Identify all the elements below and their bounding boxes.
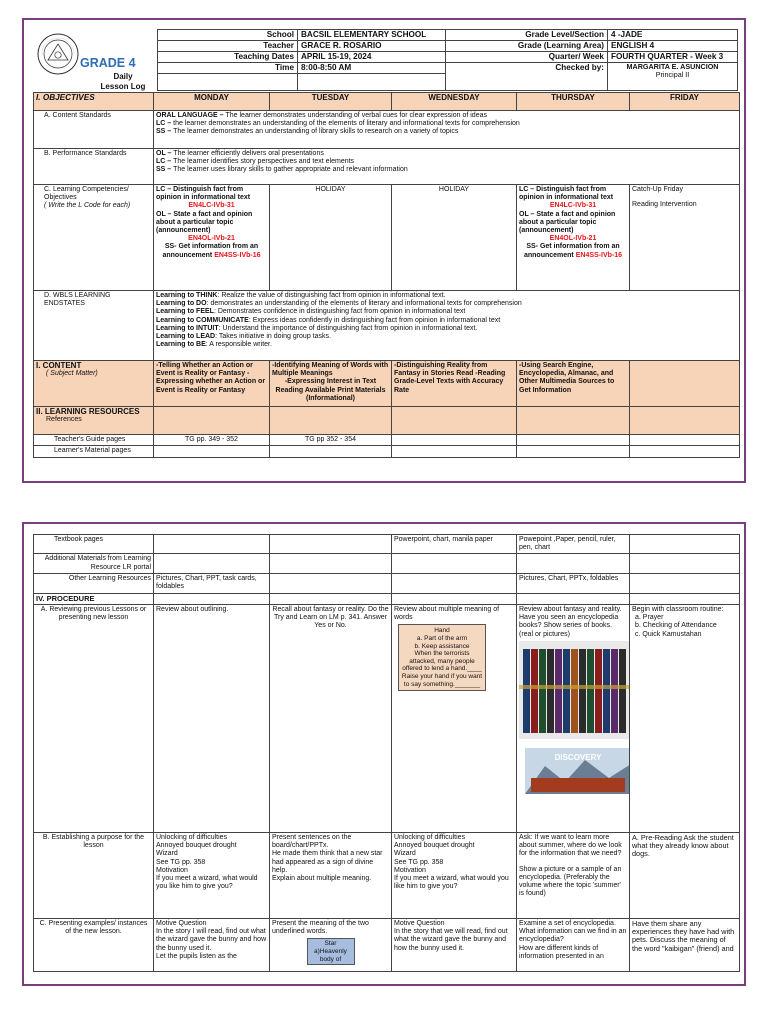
teacher-value: GRACE R. ROSARIO [298,41,446,52]
competencies-thursday: LC – Distinguish fact from opinion in informational text EN4LC-IVb-31 OL – State a fact and opinion about a particular topic (announcement) EN4OL-IVb-21 SS- Get information from an announcement EN4SS-IVb-16 [517,185,630,291]
competencies-note: ( Write the L Code for each) [44,202,131,210]
competencies-monday: LC – Distinguish fact from opinion in informational text EN4LC-IVb-31 OL – State a fact and opinion about a particular topic (announcement) EN4OL-IVb-21 SS- Get information from an announcement EN4SS-IVb-16 [154,185,270,291]
daily-lesson-log-title [92,72,154,92]
page-2 [22,522,746,986]
day-wednesday: WEDNESDAY [392,93,517,111]
content-tuesday: -Identifying Meaning of Words with Multiple Meanings -Expressing Interest in Text Reading Available Print Materials (Informational) [270,361,392,407]
multiple-meaning-box: Hand a. Part of the arm b. Keep assistance When the terrorists attacked, many people offered to lend a hand.____ Raise your hand if you want to say something._______ [398,624,486,691]
day-tuesday: TUESDAY [270,93,392,111]
other-resources-monday: Pictures, Chart, PPT, task cards, foldables [154,573,270,593]
teaching-dates-label: Teaching Dates [158,52,298,63]
day-monday: MONDAY [154,93,270,111]
textbook-pages-label: Textbook pages [34,535,154,554]
competencies-title: C. Learning Competencies/ Objectives [44,186,129,202]
purpose-friday: A. Pre-Reading Ask the student what they already know about dogs. [630,833,740,919]
purpose-monday: Unlocking of difficulties Annoyed bouquet drought Wizard See TG pp. 358 Motivation If you meet a wizard, what would you like him to give you? [154,833,270,919]
tg-pages-tuesday: TG pp 352 - 354 [270,435,392,446]
purpose-wednesday: Unlocking of difficulties Annoyed bouquet drought Wizard See TG pp. 358 Motivation If you meet a wizard, what would you like him to give you? [392,833,517,919]
ps-line: OL – The learner efficiently delivers oral presentations [156,150,324,157]
review-tuesday: Recall about fantasy or reality. Do the Try and Learn on LM p. 341. Answer Yes or No. [270,605,392,833]
wbls-text: Learning to THINK: Realize the value of distinguishing fact from opinion in informational text. Learning to DO: demonstrates an understanding of the elements of literary and informational texts for comprehension Learning to FEEL: Demonstrates confidence in distinguishing fact from opinion in informational text Learning to COMMUNICATE: Express ideas confidently in distinguishing fact from opinion in informational text Learning to INTUIT: Understand the importance of distinguishing fact from opinion in informational text. Learning to LEAD: Takes initiative in doing group tasks. Learning to BE: A responsible writer. [154,291,740,361]
performance-standards-label: B. Performance Standards [34,149,154,185]
purpose-tuesday: Present sentences on the board/chart/PPTx. He made them think that a new star had appeared as a sign of divine help. Explain about multiple meaning. [270,833,392,919]
ps-line: LC – The learner identifies story perspectives and text elements [156,158,355,166]
objectives-heading: I. OBJECTIVES [34,93,154,111]
teaching-dates-value: APRIL 15-19, 2024 [298,52,446,63]
resources-label [34,407,154,435]
review-thu-text: Review about fantasy and reality. Have you seen an encyclopedia books? Show series of books. (real or pictures) [519,606,622,638]
textbook-thursday: Powepoint ,Paper, pencil, ruler, pen, chart [517,535,630,554]
quarter-week-value: FOURTH QUARTER - Week 3 [608,52,738,63]
content-standards-text [154,111,740,149]
page-1 [22,18,746,483]
content-label [34,361,154,407]
ps-line: SS – The learner uses library skills to gather appropriate and relevant information [156,166,408,174]
catch-up-friday: Catch-Up Friday [632,186,683,193]
quarter-week-label: Quarter/ Week [446,52,608,63]
holiday-tuesday: HOLIDAY [270,185,392,291]
principal-name: MARGARITA E. ASUNCION [626,62,719,71]
purpose-label: B. Establishing a purpose for the lesson [34,833,154,919]
reading-intervention: Reading Intervention [632,201,697,209]
content-friday [630,361,740,407]
competencies-friday [630,185,740,291]
discovery-books-image [525,748,630,794]
other-resources-thursday: Pictures, Chart, PPTx, foldables [517,573,630,593]
resources-heading: II. LEARNING RESOURCES [36,407,140,416]
competencies-label [34,185,154,291]
teacher-label: Teacher [158,41,298,52]
content-monday: -Telling Whether an Action or Event is Reality or Fantasy -Expressing whether an Action or Event is Reality or Fantasy [154,361,270,407]
title-line-2: Lesson Log [100,82,146,91]
cs-line: LC – the learner demonstrates an understanding of the elements of literary and informational texts for comprehension [156,120,520,128]
checked-by-label: Checked by: [446,63,608,91]
deped-seal-logo [36,32,80,76]
references-label: References [46,416,82,424]
lm-pages-label: Learner's Material pages [34,446,154,458]
grade-level-value: 4 -JADE [608,30,738,41]
content-thursday: -Using Search Engine, Encyclopedia, Almanac, and Other Multimedia Sources to Get Information [517,361,630,407]
dll-main-table [33,92,740,458]
content-heading: I. CONTENT [36,361,82,370]
performance-standards-text [154,149,740,185]
purpose-thursday: Ask: If we want to learn more about summer, where do we look for the information that we need? Show a picture or a sample of an encyclopedia. (Preferably the volume where the topic 'summer' is found) [517,833,630,919]
review-wed-text: Review about multiple meaning of words [394,606,500,622]
content-subheading: ( Subject Matter) [46,370,98,378]
review-wednesday [392,605,517,833]
examples-tuesday: Present the meaning of the two underlined words. Star a)Heavenly body of [270,919,392,972]
review-thursday [517,605,630,833]
procedure-heading: IV. PROCEDURE [34,593,154,604]
school-label: School [158,30,298,41]
holiday-wednesday: HOLIDAY [392,185,517,291]
header-info-table [157,29,738,91]
other-resources-label: Other Learning Resources [34,573,154,593]
examples-wednesday: Motive Question In the story that we will read, find out what the wizard gave the bunny and how the bunny used it. [392,919,517,972]
learning-area-value: ENGLISH 4 [608,41,738,52]
cs-line: SS – The learner demonstrates an understanding of library skills to research on a variety of topics [156,128,459,136]
day-thursday: THURSDAY [517,93,630,111]
time-value: 8:00-8:50 AM [298,63,446,74]
examples-label: C. Presenting examples/ instances of the new lesson. [34,919,154,972]
lr-portal-label: Additional Materials from Learning Resource LR portal [34,554,154,573]
principal-title: Principal II [655,70,690,79]
learning-area-label: Grade (Learning Area) [446,41,608,52]
school-value: BACSIL ELEMENTARY SCHOOL [298,30,446,41]
time-label: Time [158,63,298,74]
review-friday: Begin with classroom routine: a. Prayer b. Checking of Attendance c. Quick Kamustahan [630,605,740,833]
star-meaning-box: Star a)Heavenly body of [307,938,355,965]
examples-monday: Motive Question In the story I will read, find out what the wizard gave the bunny and how the bunny used it. Let the pupils listen as the [154,919,270,972]
review-monday: Review about outlining. [154,605,270,833]
grade-level-label: Grade Level/Section [446,30,608,41]
textbook-wednesday: Powerpoint, chart, manila paper [392,535,517,554]
encyclopedia-books-image [519,641,630,739]
grade-title: GRADE 4 [80,56,136,70]
content-standards-label: A. Content Standards [34,111,154,149]
checked-by-value [608,63,738,91]
books-caption: DISCOVERY [554,753,602,763]
examples-thursday: Examine a set of encyclopedia. What information can we find in an encyclopedia? How are different kinds of information presented in an [517,919,630,972]
cs-line: ORAL LANGUAGE – The learner demonstrates understanding of verbal cues for clear expression of ideas [156,112,487,119]
tg-pages-monday: TG pp. 349 - 352 [154,435,270,446]
tg-pages-label: Teacher's Guide pages [34,435,154,446]
review-label: A. Reviewing previous Lessons or presenting new lesson [34,605,154,833]
day-friday: FRIDAY [630,93,740,111]
dll-procedure-table [33,534,740,972]
wbls-label: D. WBLS LEARNING ENDSTATES [34,291,154,361]
title-line-1: Daily [113,72,133,81]
content-wednesday: -Distinguishing Reality from Fantasy in Stories Read -Reading Grade-Level Texts with Accuracy Rate [392,361,517,407]
examples-friday: Have them share any experiences they have had with pets. Discuss the meaning of the word "kaibigan" (friend) and [630,919,740,972]
